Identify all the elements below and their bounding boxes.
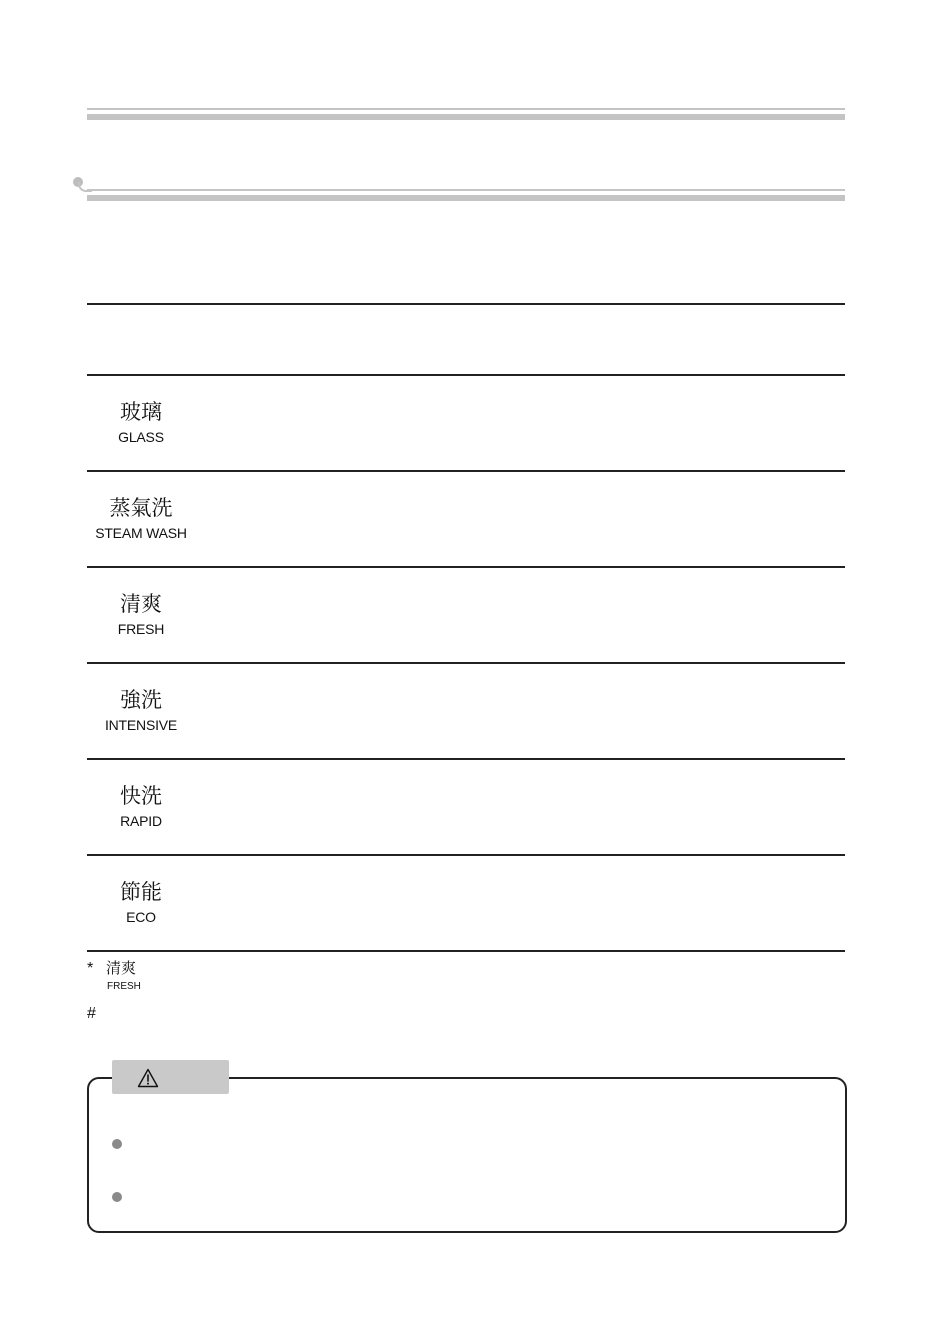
program-name-zh: 清爽 [120, 592, 162, 616]
program-name-zh: 節能 [120, 880, 162, 904]
header-rule-thin [87, 108, 845, 110]
program-label [87, 782, 195, 830]
program-label [87, 590, 195, 638]
table-header-row [87, 303, 845, 374]
footnote-star-en: FRESH [107, 981, 141, 992]
program-name-zh: 玻璃 [120, 400, 162, 424]
program-name-en: GLASS [118, 429, 164, 445]
warning-tab [112, 1060, 229, 1094]
section-rule-thick [87, 195, 845, 201]
table-row-glass [87, 374, 845, 470]
table-row-eco [87, 854, 845, 952]
circle-bullet-icon [112, 1139, 122, 1149]
table-row-intensive [87, 662, 845, 758]
table-row-fresh [87, 566, 845, 662]
footnote-star-mark: * [87, 960, 94, 977]
footnote-hash [87, 1005, 96, 1023]
program-label [87, 398, 195, 446]
program-name-zh: 強洗 [120, 688, 162, 712]
table-row-rapid [87, 758, 845, 854]
program-name-en: ECO [126, 909, 156, 925]
circle-bullet-icon [112, 1192, 122, 1202]
program-name-zh: 快洗 [120, 784, 162, 808]
table-row-steam-wash [87, 470, 845, 566]
program-label [87, 878, 195, 926]
header-rule-thick [87, 114, 845, 120]
warning-box [87, 1077, 847, 1233]
program-name-zh: 蒸氣洗 [109, 496, 173, 520]
program-table [87, 303, 845, 952]
program-label [87, 686, 195, 734]
footnote-hash-mark: # [87, 1005, 96, 1022]
program-label [87, 494, 195, 542]
program-name-en: STEAM WASH [95, 525, 187, 541]
section-rule-thin [87, 189, 845, 191]
program-name-en: INTENSIVE [104, 717, 178, 733]
footnote-star-zh: 清爽 [106, 959, 137, 977]
program-name-en: FRESH [117, 621, 165, 637]
warning-triangle-icon [137, 1068, 159, 1088]
program-name-en: RAPID [120, 813, 162, 829]
